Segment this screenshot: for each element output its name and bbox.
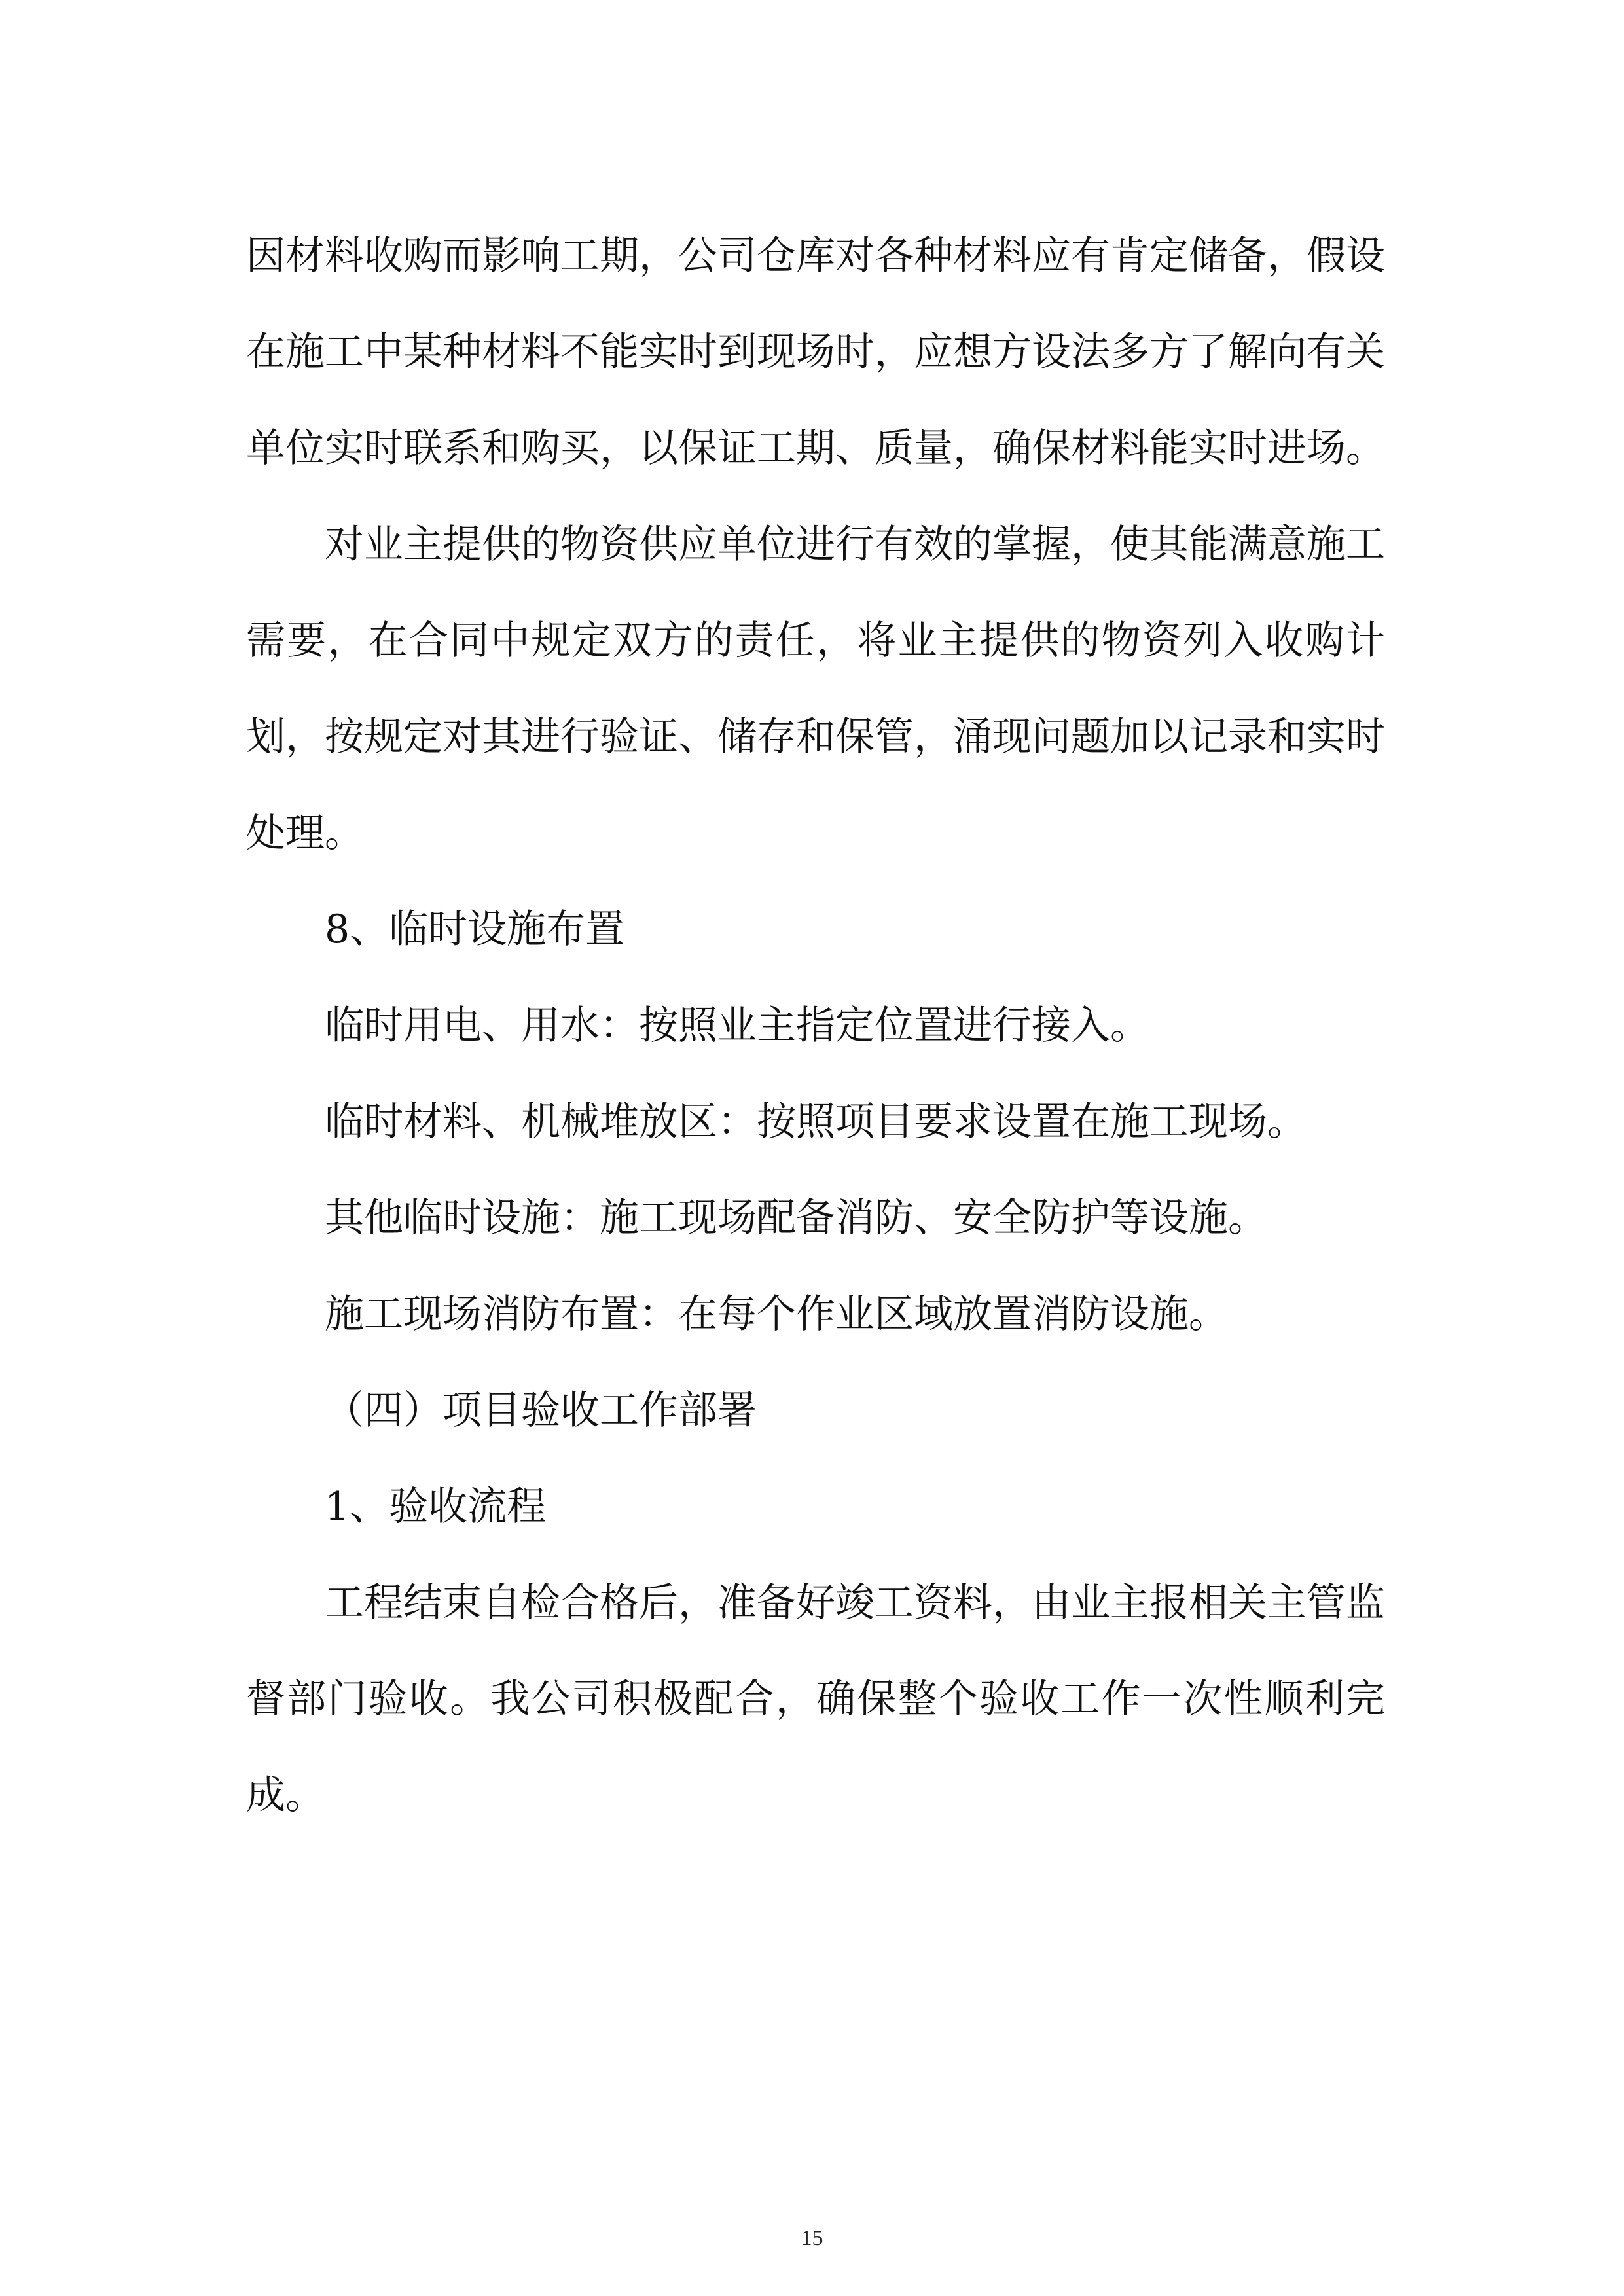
document-body (246, 208, 1385, 1844)
page-number: 15 (801, 2226, 823, 2250)
paragraph-temporary-storage: 临时材料、机械堆放区：按照项目要求设置在施工现场。 (325, 1099, 1307, 1145)
paragraph-fire-protection-layout: 施工现场消防布置：在每个作业区域放置消防设施。 (325, 1291, 1228, 1337)
paragraph-owner-supplied-materials: 对业主提供的物资供应单位进行有效的掌握，使其能满意施工需要，在合同中规定双方的责任，将业主提供的物资列入收购计划，按规定对其进行验证、储存和保管，涌现问题加以记录和实时处理。 (246, 522, 1385, 856)
paragraph-temporary-power-water: 临时用电、用水：按照业主指定位置进行接入。 (325, 1003, 1149, 1049)
heading-acceptance-deployment: （四）项目验收工作部署 (325, 1388, 757, 1433)
heading-acceptance-process: 1、验收流程 (325, 1484, 547, 1530)
paragraph-material-reserve: 因材料收购而影响工期，公司仓库对各种材料应有肯定储备，假设在施工中某种材料不能实时到现场时，应想方设法多方了解向有关单位实时联系和购买，以保证工期、质量，确保材料能实时进场。 (246, 233, 1385, 471)
paragraph-acceptance-description: 工程结束自检合格后，准备好竣工资料，由业主报相关主管监督部门验收。我公司积极配合，确保整个验收工作一次性顺利完成。 (246, 1580, 1385, 1818)
paragraph-other-temporary-facilities: 其他临时设施：施工现场配备消防、安全防护等设施。 (325, 1195, 1267, 1241)
heading-temporary-facilities: 8、临时设施布置 (325, 906, 625, 952)
